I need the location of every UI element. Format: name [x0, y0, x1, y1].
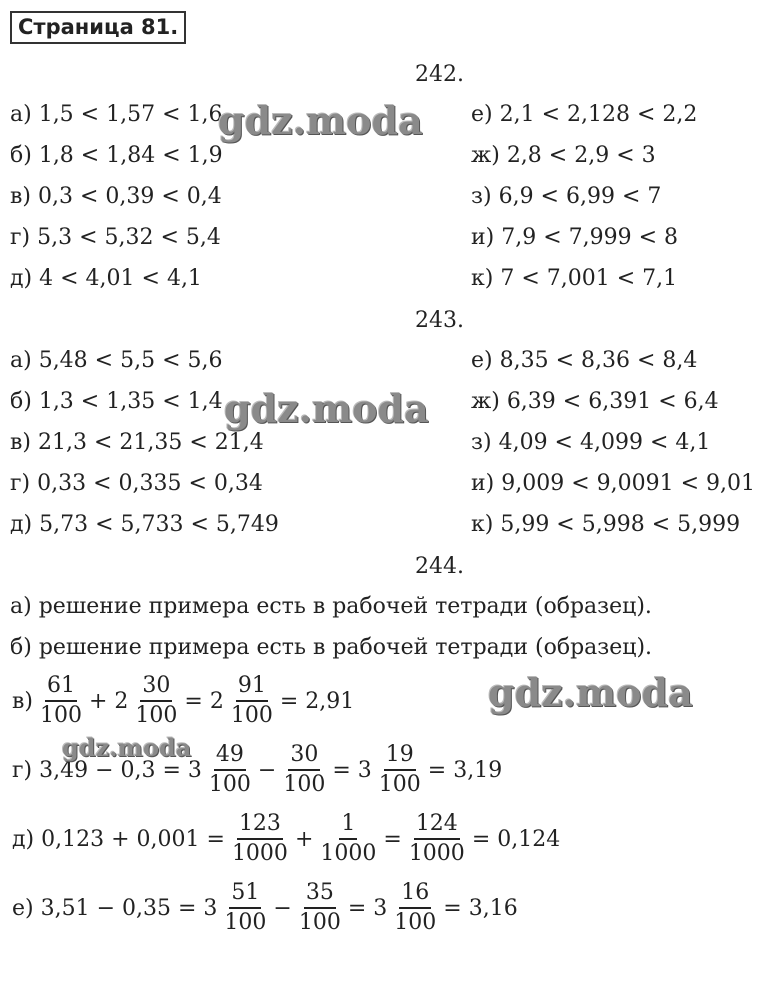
eq-prefix: е) 3,51 − 0,35 = 3 — [12, 895, 218, 921]
denominator: 1000 — [320, 841, 377, 866]
watermark: gdz.moda — [218, 98, 423, 143]
ex243-item-zh: ж) 6,39 < 6,391 < 6,4 — [471, 389, 719, 414]
eq-operator: − — [257, 757, 277, 783]
numerator: 123 — [237, 810, 283, 840]
page-label: Страница 81. — [10, 11, 186, 44]
fraction — [297, 879, 343, 937]
numerator: 30 — [288, 741, 320, 771]
fraction — [377, 741, 423, 799]
ex242-item-e: е) 2,1 < 2,128 < 2,2 — [471, 102, 698, 127]
eq-result: = 3,16 — [443, 895, 518, 921]
denominator: 100 — [135, 703, 178, 728]
ex242-item-b: б) 1,8 < 1,84 < 1,9 — [10, 143, 223, 168]
eq-operator: = — [383, 826, 402, 852]
ex244-item-v — [10, 672, 356, 730]
denominator: 100 — [283, 772, 326, 797]
fraction — [281, 741, 327, 799]
watermark: gdz.moda — [488, 670, 693, 715]
denominator: 1000 — [408, 841, 465, 866]
eq-prefix: г) 3,49 − 0,3 = 3 — [12, 757, 202, 783]
ex242-item-g: г) 5,3 < 5,32 < 5,4 — [10, 225, 221, 250]
fraction — [392, 879, 438, 937]
ex243-item-z: з) 4,09 < 4,099 < 4,1 — [471, 430, 711, 455]
eq-result: = 3,19 — [427, 757, 503, 783]
ex244-item-d — [10, 810, 562, 868]
numerator: 30 — [140, 672, 172, 702]
exercise-number-244: 244. — [415, 554, 464, 579]
denominator: 100 — [394, 910, 437, 935]
numerator: 35 — [304, 879, 336, 909]
eq-operator: + 2 — [88, 688, 129, 714]
ex242-item-k: к) 7 < 7,001 < 7,1 — [471, 266, 678, 291]
ex242-item-d: д) 4 < 4,01 < 4,1 — [10, 266, 202, 291]
denominator: 100 — [208, 772, 251, 797]
numerator: 91 — [236, 672, 268, 702]
ex243-item-e: е) 8,35 < 8,36 < 8,4 — [471, 348, 698, 373]
fraction — [229, 672, 275, 730]
numerator: 1 — [339, 810, 357, 840]
fraction — [133, 672, 179, 730]
exercise-number-243: 243. — [415, 308, 464, 333]
fraction — [207, 741, 253, 799]
ex242-item-zh: ж) 2,8 < 2,9 < 3 — [471, 143, 656, 168]
fraction — [38, 672, 84, 730]
denominator: 1000 — [231, 841, 288, 866]
numerator: 19 — [384, 741, 416, 771]
ex242-item-v: в) 0,3 < 0,39 < 0,4 — [10, 184, 222, 209]
eq-operator: = 3 — [332, 757, 372, 783]
ex243-item-d: д) 5,73 < 5,733 < 5,749 — [10, 512, 279, 537]
ex242-item-i: и) 7,9 < 7,999 < 8 — [471, 225, 679, 250]
denominator: 100 — [224, 910, 267, 935]
denominator: 100 — [378, 772, 421, 797]
fraction — [407, 810, 467, 868]
numerator: 49 — [214, 741, 246, 771]
ex242-item-z: з) 6,9 < 6,99 < 7 — [471, 184, 662, 209]
numerator: 51 — [229, 879, 261, 909]
ex243-item-v: в) 21,3 < 21,35 < 21,4 — [10, 430, 264, 455]
eq-operator: = 3 — [347, 895, 388, 921]
denominator: 100 — [298, 910, 341, 935]
ex243-item-i: и) 9,009 < 9,0091 < 9,01 — [471, 471, 756, 496]
eq-result: = 0,124 — [471, 826, 561, 852]
eq-operator: − — [273, 895, 292, 921]
fraction — [222, 879, 268, 937]
denominator: 100 — [39, 703, 82, 728]
eq-prefix: д) 0,123 + 0,001 = — [12, 826, 225, 852]
eq-prefix: в) — [12, 688, 33, 714]
ex244-item-e — [10, 879, 520, 937]
fraction — [318, 810, 378, 868]
ex243-item-a: а) 5,48 < 5,5 < 5,6 — [10, 348, 223, 373]
numerator: 124 — [414, 810, 460, 840]
watermark: gdz.moda — [224, 386, 429, 431]
ex244-item-a: а) решение примера есть в рабочей тетради (образец). — [10, 594, 652, 619]
eq-operator: = 2 — [184, 688, 224, 714]
numerator: 61 — [45, 672, 77, 702]
ex243-item-k: к) 5,99 < 5,998 < 5,999 — [471, 512, 741, 537]
watermark: gdz.moda — [62, 733, 192, 762]
ex243-item-g: г) 0,33 < 0,335 < 0,34 — [10, 471, 263, 496]
numerator: 16 — [399, 879, 431, 909]
exercise-number-242: 242. — [415, 62, 464, 87]
ex244-item-b: б) решение примера есть в рабочей тетради (образец). — [10, 635, 653, 660]
ex243-item-b: б) 1,3 < 1,35 < 1,4 — [10, 389, 223, 414]
eq-result: = 2,91 — [279, 688, 355, 714]
eq-operator: + — [294, 826, 314, 852]
ex242-item-a: а) 1,5 < 1,57 < 1,6 — [10, 102, 223, 127]
fraction — [230, 810, 290, 868]
denominator: 100 — [230, 703, 273, 728]
